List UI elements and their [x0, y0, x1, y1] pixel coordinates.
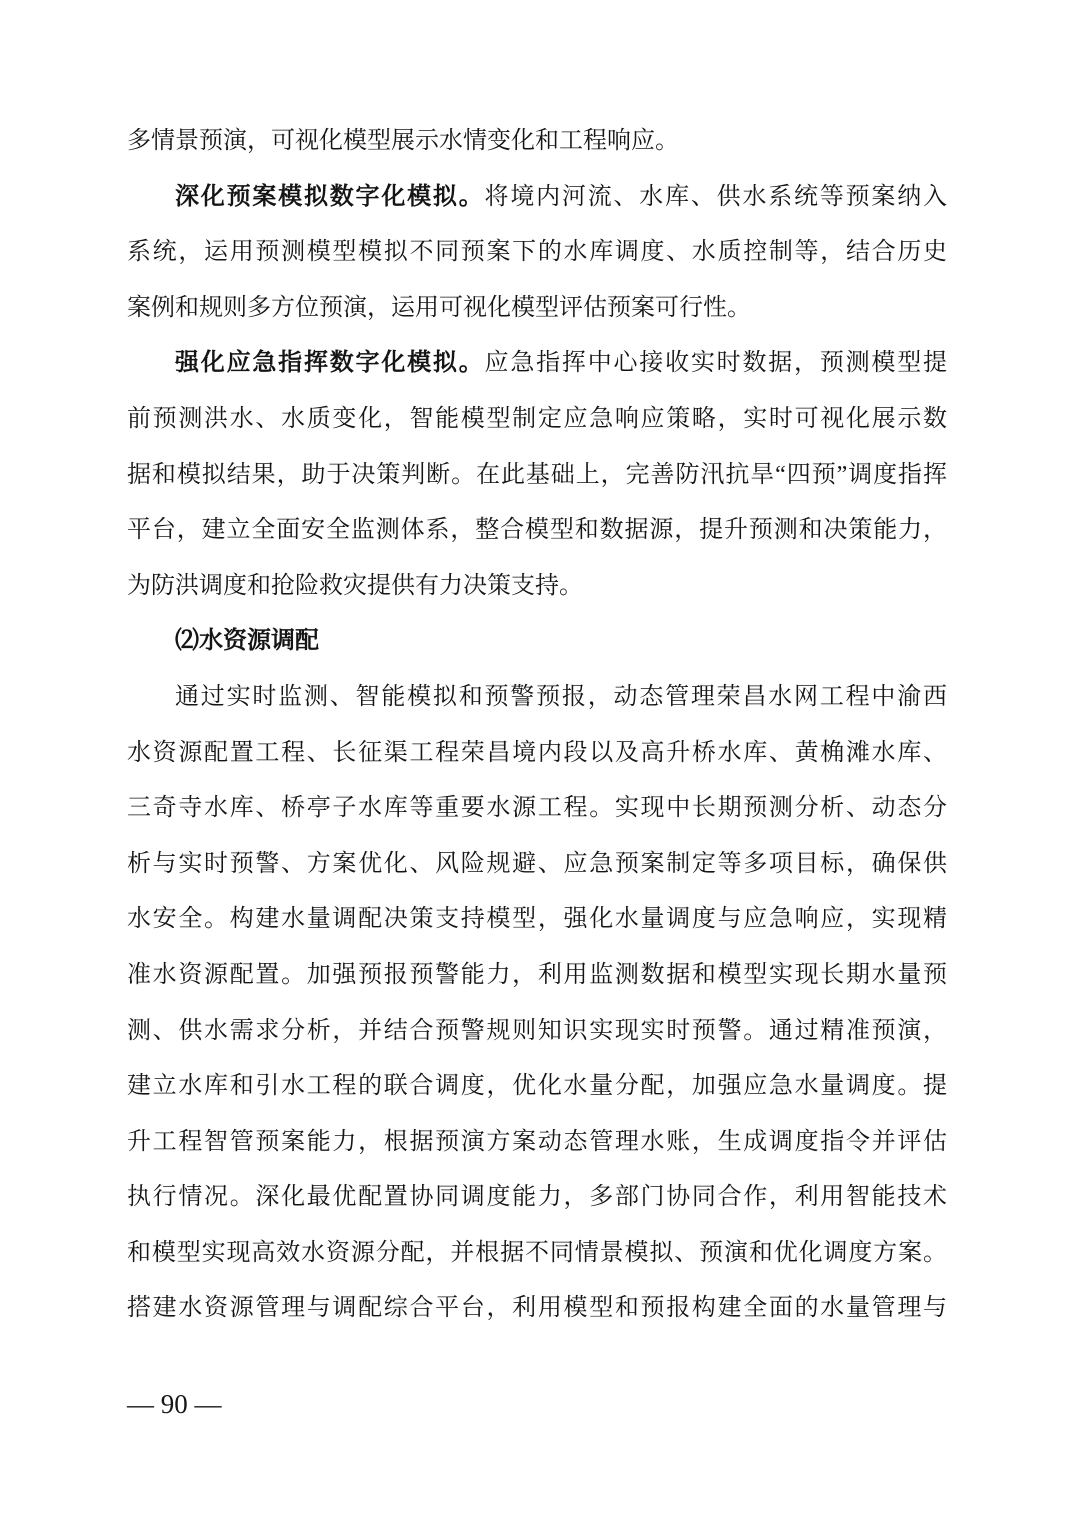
paragraph-allocation-line-10: 执行情况。深化最优配置协同调度能力，多部门协同合作，利用智能技术 [127, 1184, 947, 1211]
paragraph-emergency-command-line-5: 为防洪调度和抢险救灾提供有力决策支持。 [127, 572, 583, 599]
paragraph-allocation-line-5: 水安全。构建水量调配决策支持模型，强化水量调度与应急响应，实现精 [127, 906, 947, 933]
paragraph-allocation-line-6: 准水资源配置。加强预报预警能力，利用监测数据和模型实现长期水量预 [127, 961, 947, 988]
page-number: — 90 — [127, 1389, 222, 1419]
paragraph-allocation-line-1: 通过实时监测、智能模拟和预警预报，动态管理荣昌水网工程中渝西 [175, 683, 947, 710]
paragraph-allocation-line-8: 建立水库和引水工程的联合调度，优化水量分配，加强应急水量调度。提 [127, 1073, 947, 1100]
paragraph-emergency-command-text: 应急指挥中心接收实时数据，预测模型提 [484, 350, 948, 377]
paragraph-emergency-command-line-2: 前预测洪水、水质变化，智能模型制定应急响应策略，实时可视化展示数 [127, 405, 947, 432]
paragraph-allocation-line-2: 水资源配置工程、长征渠工程荣昌境内段以及高升桥水库、黄桷滩水库、 [127, 739, 947, 766]
paragraph-allocation-line-7: 测、供水需求分析，并结合预警规则知识实现实时预警。通过精准预演， [127, 1017, 947, 1044]
page-body [127, 114, 947, 1337]
paragraph-plan-simulation-lead: 深化预案模拟数字化模拟。 [175, 183, 485, 210]
paragraph-continuation-line: 多情景预演，可视化模型展示水情变化和工程响应。 [127, 128, 679, 154]
heading-water-allocation: ⑵水资源调配 [175, 628, 319, 655]
paragraph-emergency-command-line-3: 据和模拟结果，助于决策判断。在此基础上，完善防汛抗旱“四预”调度指挥 [127, 461, 947, 488]
paragraph-allocation-line-11: 和模型实现高效水资源分配，并根据不同情景模拟、预演和优化调度方案。 [127, 1239, 947, 1266]
paragraph-plan-simulation-line-3: 案例和规则多方位预演，运用可视化模型评估预案可行性。 [127, 294, 751, 321]
paragraph-emergency-command-lead: 强化应急指挥数字化模拟。 [175, 350, 485, 377]
paragraph-emergency-command-line-1 [127, 336, 947, 392]
paragraph-allocation-line-3: 三奇寺水库、桥亭子水库等重要水源工程。实现中长期预测分析、动态分 [127, 795, 947, 822]
paragraph-allocation-line-12: 搭建水资源管理与调配综合平台，利用模型和预报构建全面的水量管理与 [127, 1295, 947, 1322]
paragraph-plan-simulation-line-2: 系统，运用预测模型模拟不同预案下的水库调度、水质控制等，结合历史 [127, 239, 947, 266]
paragraph-plan-simulation-text: 将境内河流、水库、供水系统等预案纳入 [484, 183, 948, 210]
paragraph-emergency-command-line-4: 平台，建立全面安全监测体系，整合模型和数据源，提升预测和决策能力， [127, 517, 947, 544]
paragraph-allocation-line-9: 升工程智管预案能力，根据预演方案动态管理水账，生成调度指令并评估 [127, 1128, 947, 1155]
paragraph-plan-simulation-line-1 [127, 170, 947, 226]
paragraph-allocation-line-4: 析与实时预警、方案优化、风险规避、应急预案制定等多项目标，确保供 [127, 850, 947, 877]
